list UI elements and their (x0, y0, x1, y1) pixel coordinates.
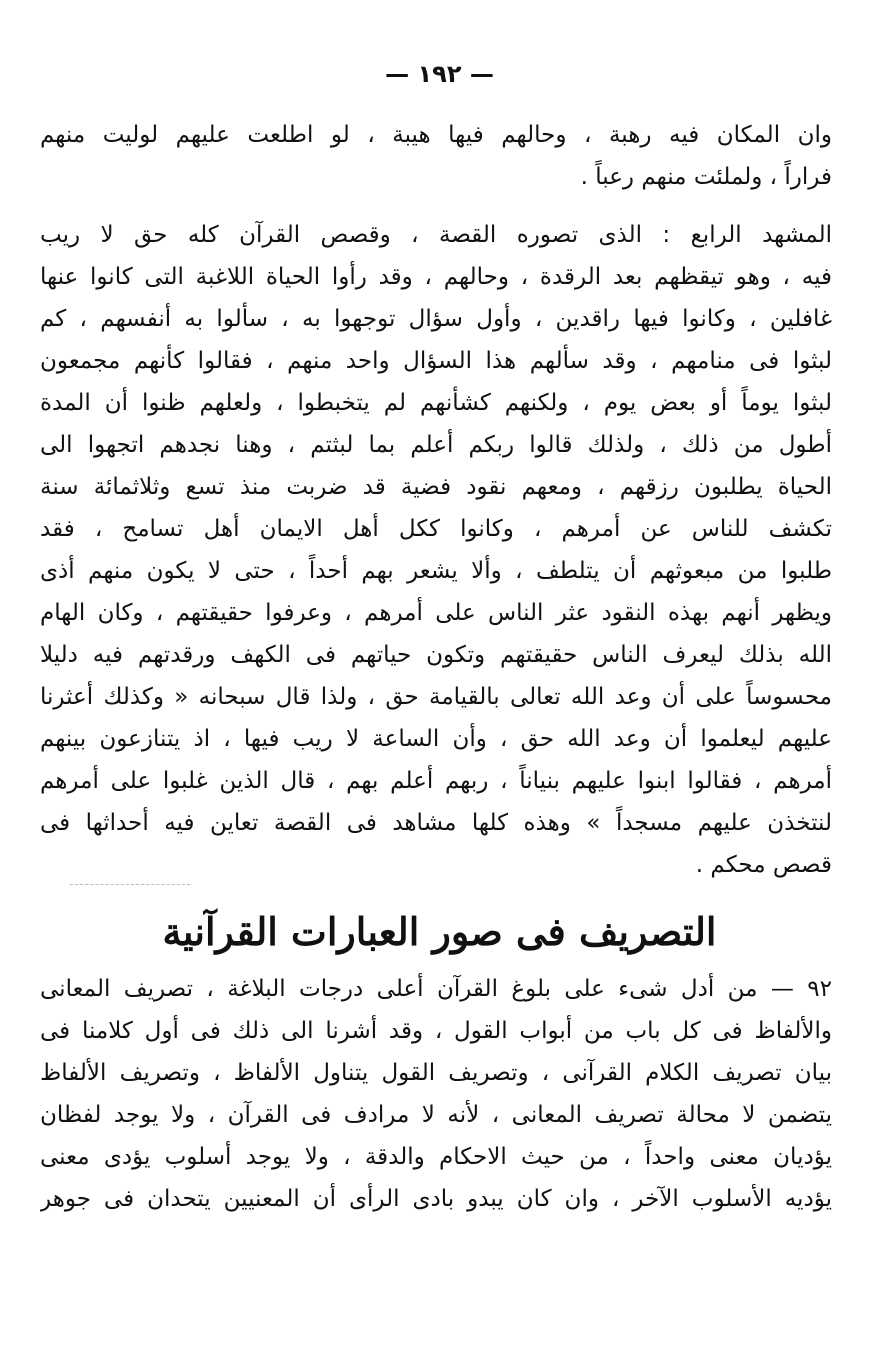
paragraph-2 (40, 214, 832, 886)
text-line: يتضمن لا محالة تصريف المعانى ، لأنه لا مرادف فى القرآن ، ولا يوجد لفظان (40, 1102, 832, 1128)
paragraph-3 (40, 968, 832, 1220)
divider (70, 884, 190, 885)
text-line: فراراً ، ولملئت منهم رعباً . (580, 164, 832, 190)
text-line: ويظهر أنهم بهذه النقود عثر الناس على أمرهم ، وعرفوا حقيقتهم ، وكان الهام (40, 600, 832, 626)
text-line: ٩٢ — من أدل شىء على بلوغ القرآن أعلى درجات البلاغة ، تصريف المعانى (40, 976, 832, 1002)
text-line: بيان تصريف الكلام القرآنى ، وتصريف القول يتناول الألفاظ ، وتصريف الألفاظ (40, 1060, 832, 1086)
text-line: أمرهم ، فقالوا ابنوا عليهم بنياناً ، ربهم أعلم بهم ، قال الذين غلبوا على أمرهم (40, 768, 832, 794)
paragraph-1 (40, 114, 832, 198)
text-line: طلبوا من مبعوثهم أن يتلطف ، وألا يشعر بهم أحداً ، حتى لا يكون منهم أذى (40, 558, 832, 584)
text-line: فيه ، وهو تيقظهم بعد الرقدة ، وحالهم ، وقد رأوا الحياة اللاغبة التى كانوا عنها (40, 264, 832, 290)
text-line: يؤديان معنى واحداً ، من حيث الاحكام والدقة ، ولا يوجد أسلوب يؤدى معنى (40, 1144, 832, 1170)
text-line: لنتخذن عليهم مسجداً » وهذه كلها مشاهد فى القصة تعاين فيه أحداثها فى (40, 810, 832, 836)
text-line: المشهد الرابع : الذى تصوره القصة ، وقصص القرآن كله حق لا ريب (40, 222, 832, 248)
text-line: غافلين ، وكانوا فيها راقدين ، وأول سؤال توجهوا به ، سألوا به أنفسهم ، كم (40, 306, 832, 332)
text-line: أطول من ذلك ، ولذلك قالوا ربكم أعلم بما لبثتم ، وهنا نجدهم اتجهوا الى (40, 432, 832, 458)
text-line: الله بذلك ليعرف الناس حقيقتهم وتكون حياتهم فى الكهف ورقدتهم فيه دليلا (40, 642, 832, 668)
page-number: — ١٩٢ — (385, 60, 494, 88)
section-heading: التصريف فى صور العبارات القرآنية (162, 909, 717, 954)
text-line: عليهم ليعلموا أن وعد الله حق ، وأن الساعة لا ريب فيها ، اذ يتنازعون بينهم (40, 726, 832, 752)
text-line: وان المكان فيه رهبة ، وحالهم فيها هيبة ، لو اطلعت عليهم لوليت منهم (40, 122, 832, 148)
text-line: تكشف للناس عن أمرهم ، وكانوا ككل أهل الايمان أهل تسامح ، فقد (40, 516, 832, 542)
text-line: الحياة يطلبون رزقهم ، ومعهم نقود فضية قد ضربت منذ تسع وثلاثمائة سنة (40, 474, 832, 500)
text-line: والألفاظ فى كل باب من أبواب القول ، وقد أشرنا الى ذلك فى أول كلامنا فى (40, 1018, 832, 1044)
text-line: يؤديه الأسلوب الآخر ، وان كان يبدو بادى الرأى أن المعنيين يتحدان فى جوهر (40, 1186, 832, 1212)
text-line: قصص محكم . (695, 852, 832, 878)
text-line: محسوساً على أن وعد الله تعالى بالقيامة حق ، ولذا قال سبحانه « وكذلك أعثرنا (40, 684, 832, 710)
text-line: لبثوا فى منامهم ، وقد سألهم هذا السؤال واحد منهم ، فقالوا كأنهم مجمعون (40, 348, 832, 374)
text-line: لبثوا يوماً أو بعض يوم ، ولكنهم كشأنهم لم يتخبطوا ، ولعلهم ظنوا أن المدة (40, 390, 832, 416)
